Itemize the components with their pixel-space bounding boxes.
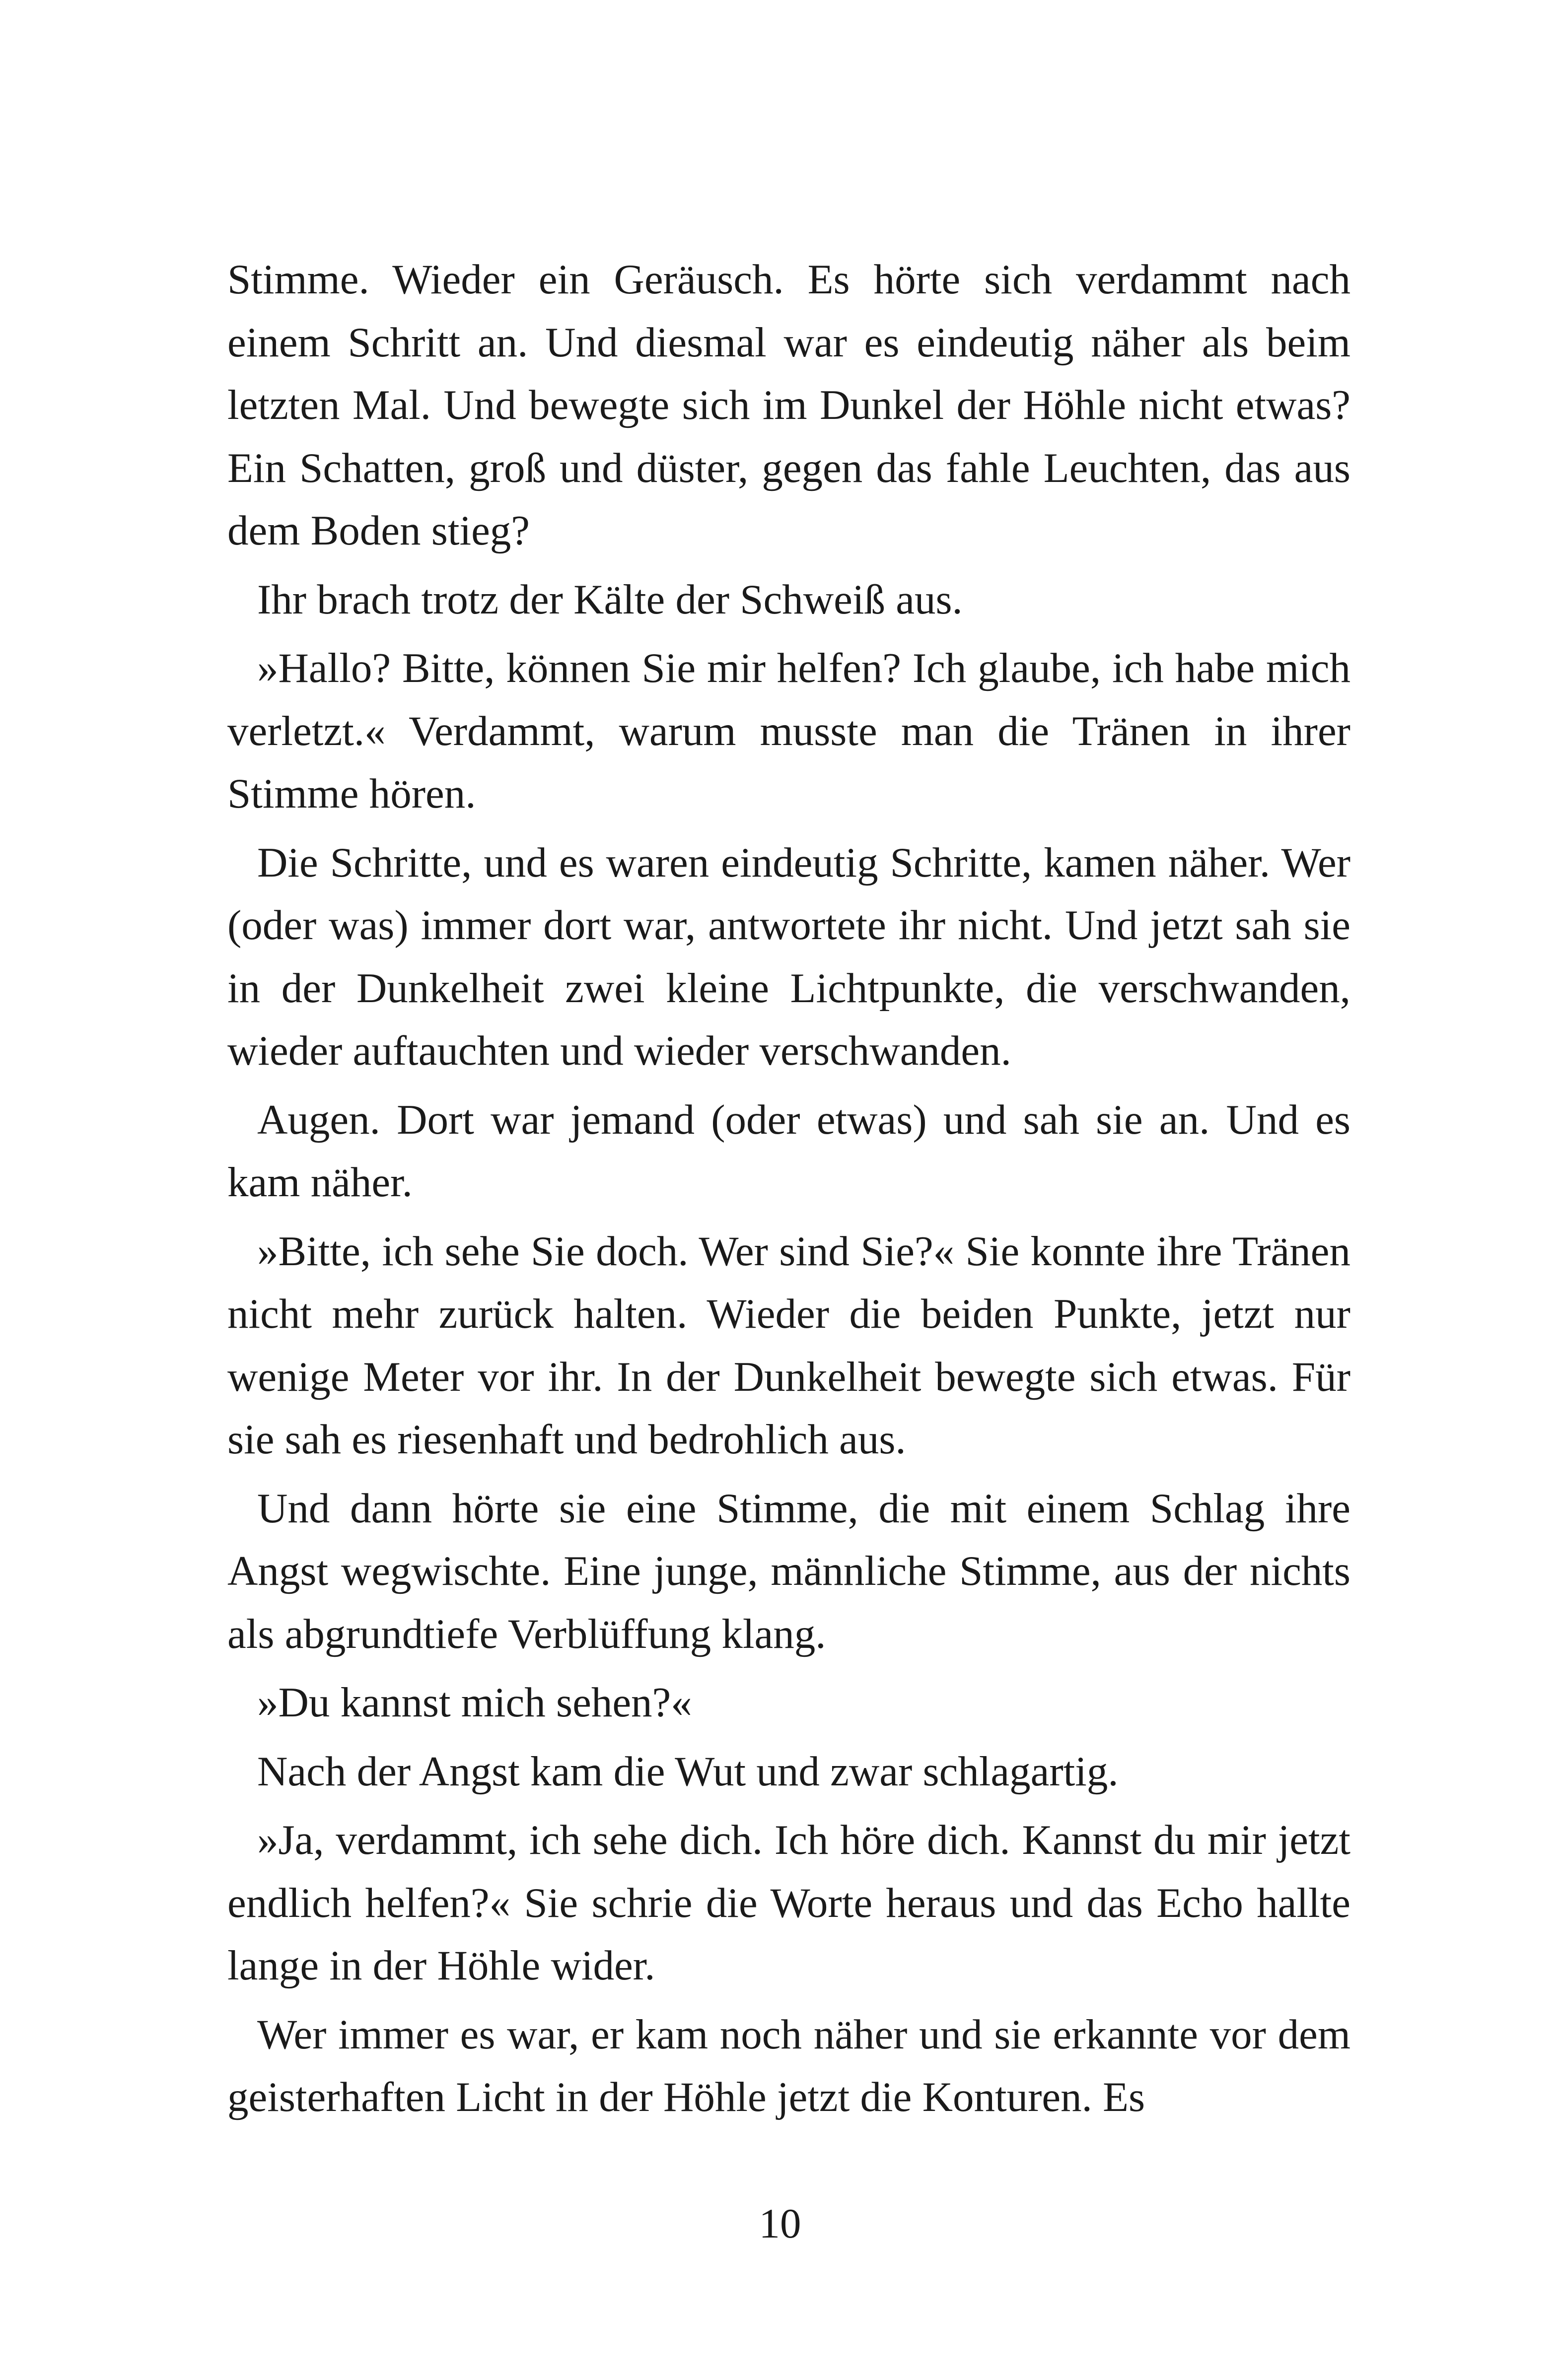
- page-number: 10: [759, 2200, 801, 2247]
- paragraph-8: »Du kannst mich sehen?«: [257, 1679, 692, 1726]
- paragraph-3: »Hallo? Bitte, können Sie mir helfen? Ich glaube, ich habe mich verletzt.« Verdammt, warum musste man die Tränen in ihrer Stimme hören.: [227, 645, 1350, 817]
- paragraph-11: Wer immer es war, er kam noch näher und sie erkannte vor dem geisterhaften Licht in der Höhle jetzt die Konturen. Es: [227, 2011, 1350, 2120]
- paragraph-9: Nach der Angst kam die Wut und zwar schlagartig.: [257, 1748, 1119, 1795]
- paragraph-10: »Ja, verdammt, ich sehe dich. Ich höre dich. Kannst du mir jetzt endlich helfen?« Sie schrie die Worte heraus und das Echo hallte lange in der Höhle wider.: [227, 1817, 1350, 1989]
- paragraph-7: Und dann hörte sie eine Stimme, die mit einem Schlag ihre Angst wegwischte. Eine junge, männliche Stimme, aus der nichts als abgrundtiefe Verblüffung klang.: [227, 1485, 1350, 1657]
- paragraph-2: Ihr brach trotz der Kälte der Schweiß aus.: [257, 576, 963, 623]
- paragraph-4: Die Schritte, und es waren eindeutig Schritte, kamen näher. Wer (oder was) immer dort war, antwortete ihr nicht. Und jetzt sah sie in der Dunkelheit zwei kleine Lichtpunkte, die verschwanden, wieder auftauchten und wieder verschwanden.: [227, 839, 1350, 1074]
- paragraph-5: Augen. Dort war jemand (oder etwas) und sah sie an. Und es kam näher.: [227, 1096, 1350, 1206]
- paragraph-1: Stimme. Wieder ein Geräusch. Es hörte sich verdammt nach einem Schritt an. Und diesmal war es eindeutig näher als beim letzten Mal. Und bewegte sich im Dunkel der Höhle nicht etwas? Ein Schatten, groß und düster, gegen das fahle Leuchten, das aus dem Boden stieg?: [227, 256, 1350, 554]
- body-text: [227, 248, 1350, 2135]
- paragraph-6: »Bitte, ich sehe Sie doch. Wer sind Sie?« Sie konnte ihre Tränen nicht mehr zurück halten. Wieder die beiden Punkte, jetzt nur wenige Meter vor ihr. In der Dunkelheit bewegte sich etwas. Für sie sah es riesenhaft und bedrohlich aus.: [227, 1227, 1350, 1463]
